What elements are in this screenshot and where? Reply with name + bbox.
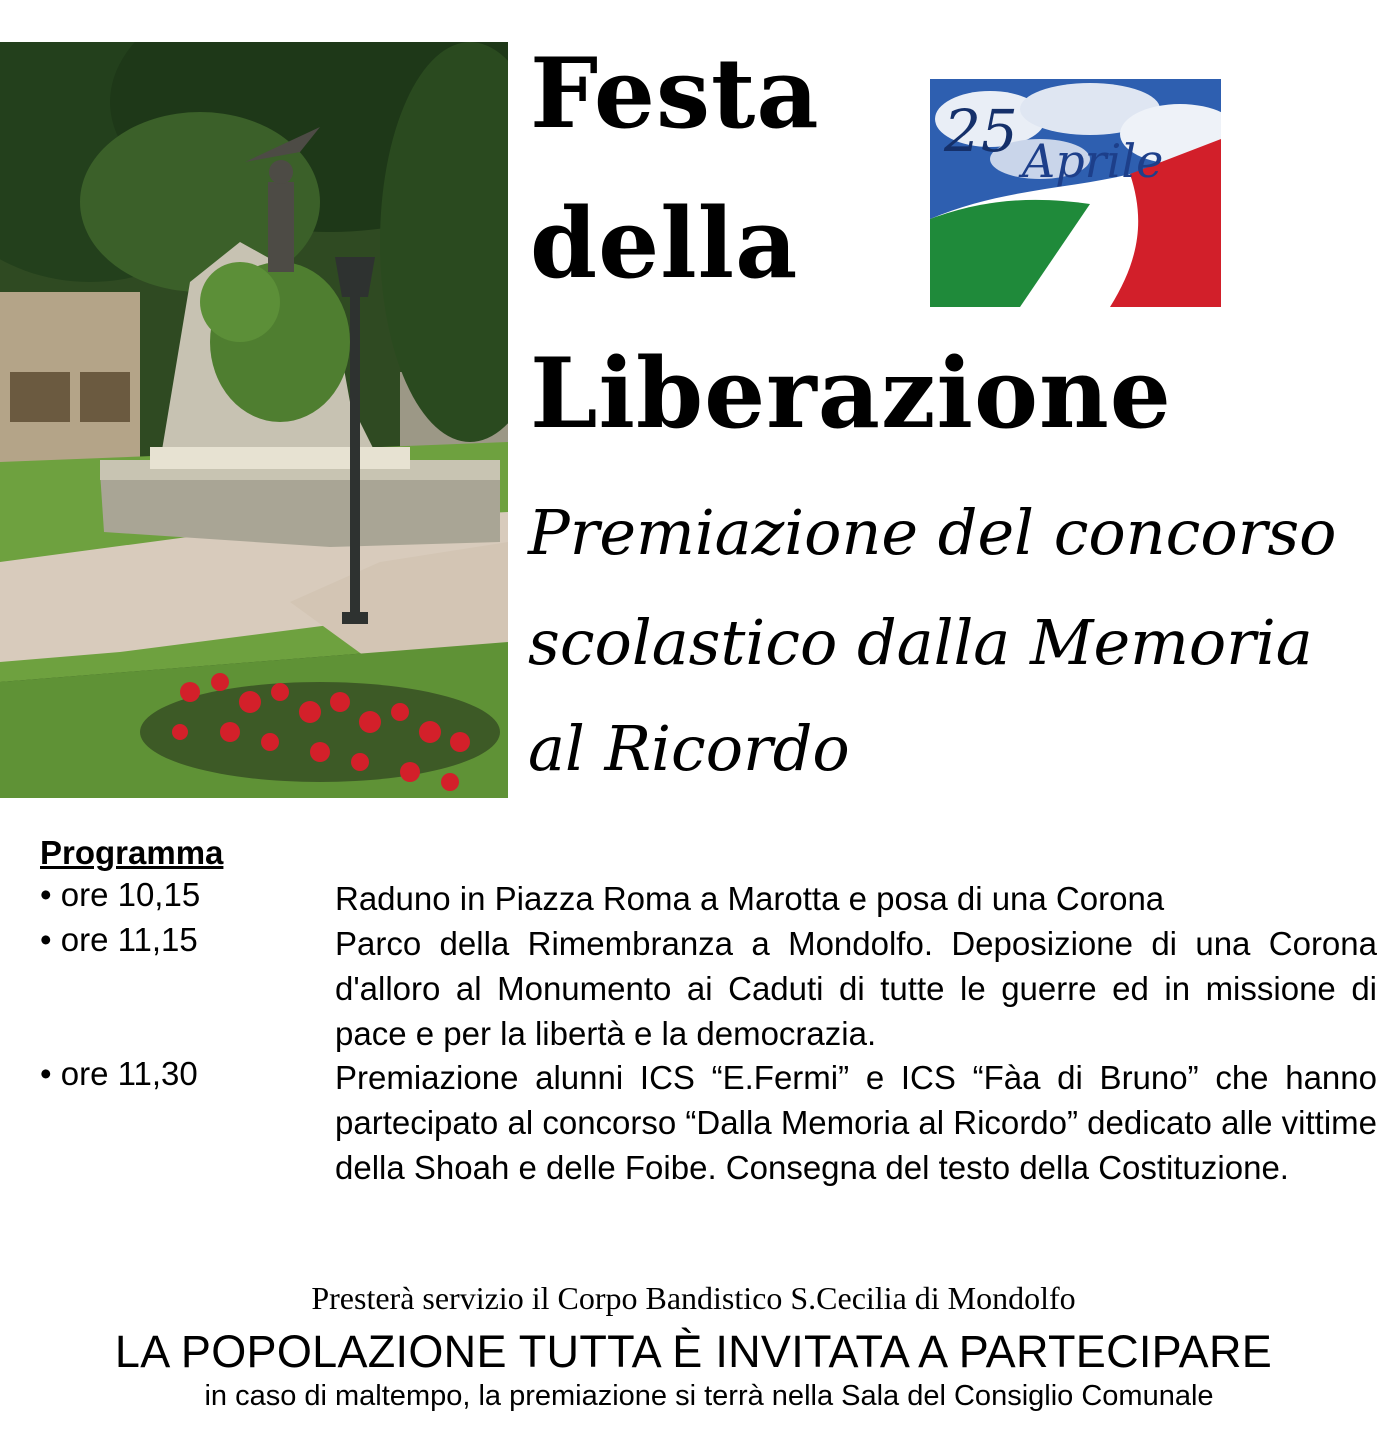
badge-number: 25 xyxy=(944,97,1018,165)
programma-item-text: Parco della Rimembranza a Mondolfo. Deposizione di una Corona d'alloro al Monumento ai Caduti di tutte le guerre ed in missione di pace e per la libertà e la democrazia. xyxy=(335,925,1377,1052)
programma-heading: Programma xyxy=(40,834,224,871)
band-notice: Presterà servizio il Corpo Bandistico S.Cecilia di Mondolfo xyxy=(311,1280,1076,1316)
subtitle-line-3: al Ricordo xyxy=(528,712,850,785)
title-line-1: Festa xyxy=(530,37,820,150)
programma-item-time: • ore 10,15 xyxy=(40,876,201,913)
badge-word: Aprile xyxy=(1022,134,1164,188)
title-line-3: Liberazione xyxy=(530,337,1172,450)
bad-weather-note: in caso di maltempo, la premiazione si terrà nella Sala del Consiglio Comunale xyxy=(204,1380,1214,1412)
subtitle-line-1: Premiazione del concorso xyxy=(528,496,1337,569)
25-aprile-badge xyxy=(930,79,1221,307)
title-line-2: della xyxy=(530,187,799,300)
subtitle-line-2: scolastico dalla Memoria xyxy=(528,606,1313,679)
memorial-photo xyxy=(0,42,508,798)
programma-item-time: • ore 11,30 xyxy=(40,1055,198,1092)
programma-item-time: • ore 11,15 xyxy=(40,921,198,958)
invitation-banner: LA POPOLAZIONE TUTTA È INVITATA A PARTECIPARE xyxy=(114,1326,1273,1377)
programma-item-text: Raduno in Piazza Roma a Marotta e posa di una Corona xyxy=(335,880,1165,917)
programma-item-text: Premiazione alunni ICS “E.Fermi” e ICS “Fàa di Bruno” che hanno partecipato al concorso “Dalla Memoria al Ricordo” dedicato alle vittime della Shoah e delle Foibe. Consegna del testo della Costituzione. xyxy=(335,1059,1377,1186)
